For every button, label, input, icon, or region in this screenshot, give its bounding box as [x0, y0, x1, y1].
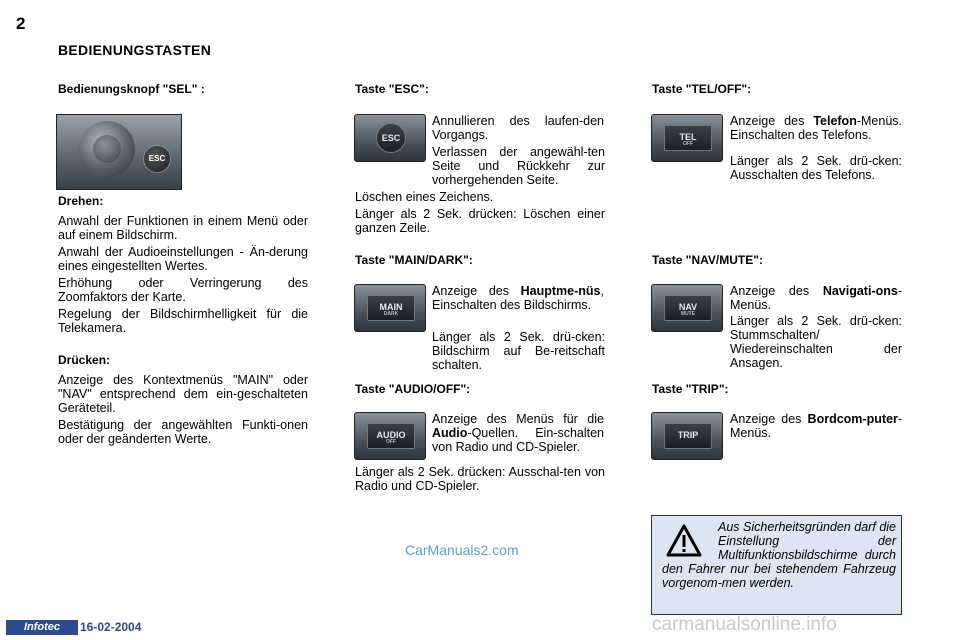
esc-title: Taste "ESC":	[355, 82, 429, 96]
trip-p1-post: -Menüs.	[730, 412, 902, 440]
audio-p1	[432, 412, 604, 454]
sel-turn-title: Drehen:	[58, 194, 104, 208]
audio-p1-post: -Quellen. Ein-schalten von Radio und CD-Spieler.	[432, 426, 604, 454]
nav-key-sub: MUTE	[680, 311, 696, 317]
tel-p1-bold: Telefon	[813, 114, 857, 128]
safety-warning-text	[662, 520, 896, 590]
main-title: Taste "MAIN/DARK":	[355, 253, 473, 267]
sel-press-title: Drücken:	[58, 353, 111, 367]
sel-turn-p1: Anwahl der Funktionen in einem Menü oder auf einem Bildschirm.	[58, 214, 308, 242]
main-text-right	[432, 284, 604, 315]
main-p1-post: , Einschalten des Bildschirms.	[432, 284, 604, 312]
audio-p1-bold: Audio	[432, 426, 468, 440]
page-heading: BEDIENUNGSTASTEN	[58, 42, 212, 58]
sel-press-p1: Anzeige des Kontextmenüs "MAIN" oder "NAV" entsprechend dem ein-geschalteten Geräteteil.	[58, 373, 308, 415]
tel-key-sub: OFF	[683, 141, 693, 147]
safety-warning-box	[651, 515, 902, 615]
main-p1-bold: Hauptme-nüs	[520, 284, 601, 298]
main-key-text: MAIN	[379, 302, 403, 312]
page-number: 2	[16, 14, 26, 33]
main-p1-pre: Anzeige des	[432, 284, 521, 298]
audio-key-label	[367, 423, 415, 449]
tel-p2: Länger als 2 Sek. drü-cken: Ausschalten des Telefons.	[730, 154, 902, 182]
tel-key-label	[664, 125, 712, 151]
sel-title: Bedienungsknopf "SEL" :	[58, 82, 205, 96]
audio-title: Taste "AUDIO/OFF":	[355, 382, 471, 396]
tel-key-text: TEL	[679, 132, 697, 142]
nav-text-right	[730, 284, 902, 315]
trip-p1-pre: Anzeige des	[730, 412, 808, 426]
esc-text-block	[355, 145, 605, 238]
tel-text-right	[730, 114, 902, 145]
nav-text-block	[652, 311, 902, 373]
trip-p1-bold: Bordcom-puter	[807, 412, 898, 426]
footer-logo: Infotec	[6, 620, 78, 635]
sel-description	[58, 194, 308, 449]
tel-title: Taste "TEL/OFF":	[652, 82, 752, 96]
sel-turn-p2: Anwahl der Audioeinstellungen - Än-derung eines eingestellten Wertes.	[58, 245, 308, 273]
tel-p1-post: -Menüs. Einschalten des Telefons.	[730, 114, 902, 142]
sel-turn-p4: Regelung der Bildschirmhelligkeit für die Telekamera.	[58, 307, 308, 335]
footer-date: 16-02-2004	[80, 620, 142, 634]
watermark: CarManuals2.com	[405, 542, 519, 558]
nav-p1-post: -Menüs.	[730, 284, 902, 312]
esc-p3: Löschen eines Zeichens.	[355, 190, 494, 204]
esc-round-label: ESC	[143, 145, 171, 173]
tel-text-block	[652, 154, 902, 185]
esc-text-right	[432, 114, 604, 145]
audio-text-right	[432, 412, 604, 457]
trip-p1	[730, 412, 902, 440]
audio-key-text: AUDIO	[376, 430, 406, 440]
nav-key-text: NAV	[678, 302, 698, 312]
main-key-image	[354, 284, 426, 332]
main-p1	[432, 284, 604, 312]
sel-turn-p3: Erhöhung oder Verringerung des Zoomfaktors der Karte.	[58, 276, 308, 304]
nav-p1	[730, 284, 902, 312]
main-key-sub: DARK	[383, 311, 399, 317]
audio-p1-pre: Anzeige des Menüs für die	[432, 412, 604, 426]
trip-text-right	[730, 412, 902, 443]
nav-p1-bold: Navigati-ons	[822, 284, 898, 298]
audio-text-block	[355, 465, 605, 496]
tel-p1	[730, 114, 902, 142]
esc-p4: Länger als 2 Sek. drücken: Löschen einer ganzen Zeile.	[355, 207, 605, 235]
trip-key-label: TRIP	[664, 423, 712, 449]
trip-key-image	[651, 412, 723, 460]
main-p2: Länger als 2 Sek. drü-cken: Bildschirm auf Be-reitschaft schalten.	[432, 330, 605, 372]
nav-p1-pre: Anzeige des	[730, 284, 823, 298]
audio-key-sub: OFF	[386, 439, 396, 445]
audio-key-image	[354, 412, 426, 460]
main-text-block	[355, 330, 605, 375]
audio-p2: Länger als 2 Sek. drücken: Ausschal-ten von Radio und CD-Spieler.	[355, 465, 605, 493]
esc-p2: Verlassen der angewähl-ten Seite und Rückkehr zur vorhergehenden Seite.	[432, 145, 605, 187]
sel-press-p2: Bestätigung der angewählten Funkti-onen oder der geänderten Werte.	[58, 418, 308, 446]
safety-warning-text-body: Aus Sicherheitsgründen darf die Einstellung der Multifunktionsbildschirme durch den Fahrer nur bei stehendem Fahrzeug vorgenom-men werden.	[662, 520, 896, 590]
trip-title: Taste "TRIP":	[652, 382, 729, 396]
sel-knob-image	[56, 114, 182, 190]
nav-title: Taste "NAV/MUTE":	[652, 253, 763, 267]
esc-key-label: ESC	[376, 123, 406, 153]
esc-p1: Annullieren des laufen-den Vorgangs.	[432, 114, 604, 142]
nav-p2: Länger als 2 Sek. drü-cken: Stummschalten/ Wiedereinschalten der Ansagen.	[730, 314, 902, 370]
main-key-label	[367, 295, 415, 321]
tel-p1-pre: Anzeige des	[730, 114, 814, 128]
footer-url: carmanualsonline.info	[652, 614, 837, 635]
